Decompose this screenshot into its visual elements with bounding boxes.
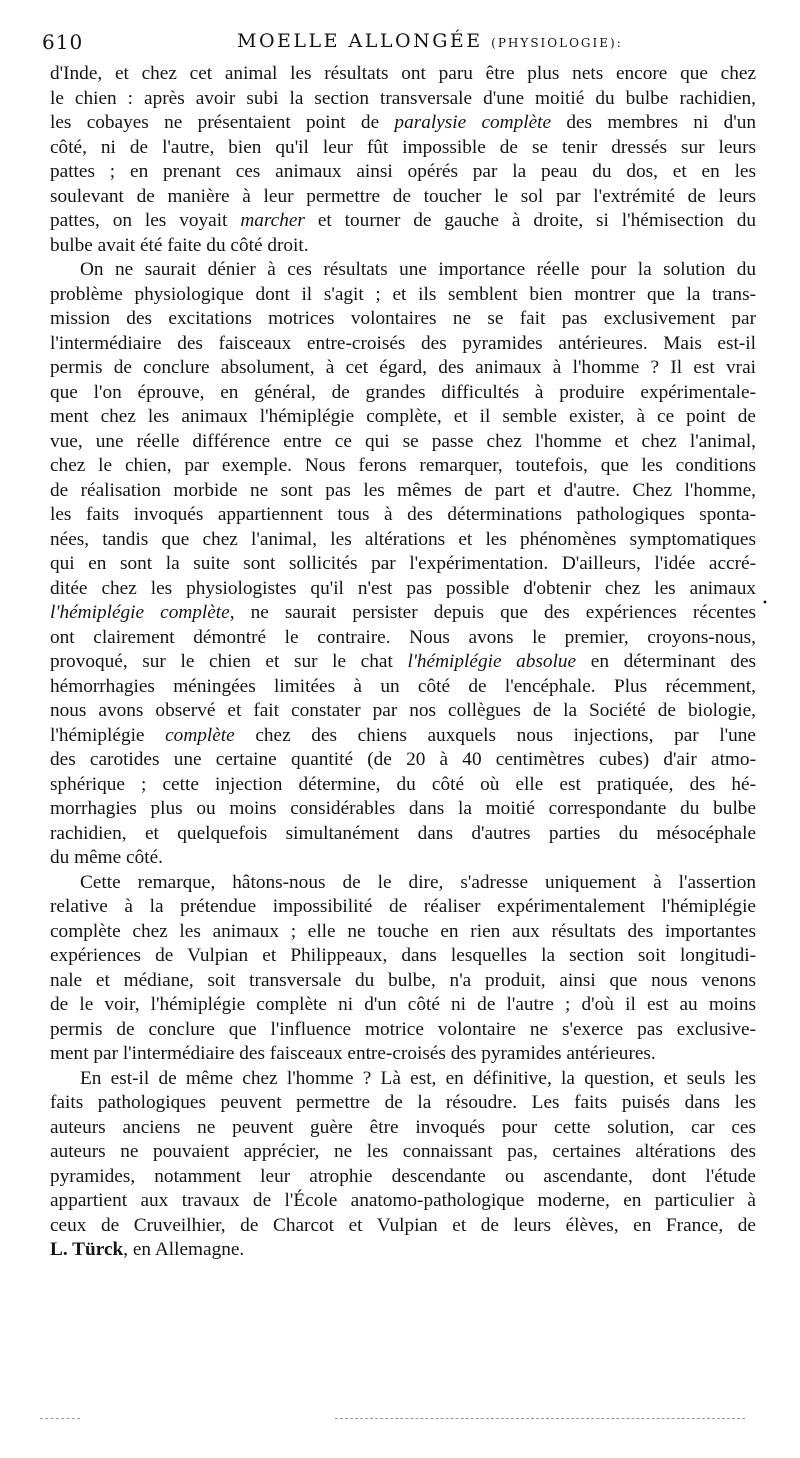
text-line: nale et médiane, soit transversale du bulbe, n'a produit, ainsi que nous venons — [50, 969, 756, 991]
text-line: mission des excitations motrices volontaires ne se fait pas exclusivement par — [50, 308, 756, 329]
line-text: pattes, on les voyait — [50, 210, 241, 231]
text-line: nous avons observé et fait constater par nos collègues de la Société de biologie, — [50, 700, 756, 721]
text-line: permis de conclure absolument, à cet égard, des animaux à l'homme ? Il est vrai — [50, 357, 756, 378]
text-line: problème physiologique dont il s'agit ; et ils semblent bien montrer que la trans- — [50, 283, 756, 305]
paragraph — [50, 871, 756, 1067]
text-line: appartient aux travaux de l'École anatomo-pathologique moderne, en particulier à — [50, 1190, 756, 1211]
running-title-main: MOELLE ALLONGÉE — [237, 30, 483, 52]
text-line: expériences de Vulpian et Philippeaux, dans lesquelles la section soit longitudi- — [50, 945, 756, 966]
italic-phrase: paralysie complète — [394, 112, 552, 133]
text-line: du même côté. — [50, 847, 163, 868]
text-line: des carotides une certaine quantité (de 20 à 40 centimètres cubes) d'air atmo- — [50, 749, 756, 770]
text-line: permis de conclure que l'influence motrice volontaire ne s'exerce pas exclusive- — [50, 1018, 756, 1040]
text-line: ont clairement démontré le contraire. Nous avons le premier, croyons-nous, — [50, 626, 756, 648]
text-line: auteurs anciens ne peuvent guère être invoqués pour cette solution, car ces — [50, 1116, 756, 1138]
line-text: , ne saurait persister depuis que des expériences récentes — [229, 602, 756, 623]
line-text: des membres ni d'un — [551, 112, 756, 133]
paragraph — [50, 258, 756, 871]
text-line: sphérique ; cette injection détermine, du côté où elle est pratiquée, des hé- — [50, 773, 756, 795]
text-line: hémorrhagies méningées limitées à un côté de l'encéphale. Plus récemment, — [50, 675, 756, 697]
text-line: de le voir, l'hémiplégie complète ni d'un côté ni de l'autre ; d'où il est au moins — [50, 994, 756, 1015]
text-line: ceux de Cruveilhier, de Charcot et Vulpian et de leurs élèves, en France, de — [50, 1214, 756, 1236]
body-text — [50, 62, 756, 1263]
line-text: chez des chiens auxquels nous injections, par l'une — [234, 724, 756, 746]
text-line: côté, ni de l'autre, bien qu'il leur fût impossible de se tenir dressés sur leurs — [50, 136, 756, 158]
text-line: le chien : après avoir subi la section transversale d'une moitié du bulbe rachidien, — [50, 87, 756, 109]
text-line: ditée chez les physiologistes qu'il n'est pas possible d'obtenir chez les animaux — [50, 577, 756, 599]
text-line: nées, tandis que chez l'animal, les altérations et les phénomènes symptomatiques — [50, 528, 756, 550]
italic-phrase: l'hémiplégie complète — [50, 602, 230, 623]
text-line: faits pathologiques peuvent permettre de la résoudre. Les faits puisés dans les — [50, 1092, 756, 1113]
margin-mark: • — [762, 598, 768, 609]
running-header — [42, 30, 623, 58]
line-text: en déterminant des — [576, 651, 757, 672]
text-line: ment par l'intermédiaire des faisceaux entre-croisés des pyramides antérieures. — [50, 1043, 656, 1064]
text-line: auteurs ne pouvaient apprécier, ne les connaissant pas, certaines altérations des — [50, 1141, 756, 1162]
line-text: l'hémiplégie — [50, 724, 166, 746]
text-line: d'Inde, et chez cet animal les résultats ont paru être plus nets encore que chez — [50, 63, 756, 84]
line-text: provoqué, sur le chien et sur le chat — [50, 651, 408, 672]
text-line: relative à la prétendue impossibilité de réaliser expérimentalement l'hémiplégie — [50, 896, 756, 917]
page-number: 610 — [42, 30, 84, 54]
text-line: que l'on éprouve, en général, de grandes difficultés à produire expérimentale- — [50, 381, 756, 403]
author-name: L. Türck — [50, 1239, 124, 1260]
text-line — [50, 1238, 756, 1263]
running-title — [237, 30, 623, 52]
italic-phrase: complète — [165, 724, 235, 746]
text-line: pattes ; en prenant ces animaux ainsi opérés par la peau du dos, et en les — [50, 161, 756, 182]
italic-phrase: marcher — [240, 210, 305, 231]
text-line: ment chez les animaux l'hémiplégie complète, et il semble exister, à ce point de — [50, 406, 756, 427]
text-line: morrhagies plus ou moins considérables dans la moitié correspondante du bulbe — [50, 798, 756, 819]
text-line: chez le chien, par exemple. Nous ferons remarquer, toutefois, que les conditions — [50, 455, 756, 476]
line-text: les cobayes ne présentaient point de — [50, 112, 395, 133]
text-line: rachidien, et quelquefois simultanément dans d'autres parties du mésocéphale — [50, 822, 756, 844]
running-title-sub: (PHYSIOLOGIE): — [491, 36, 623, 50]
line-text: , en Allemagne. — [123, 1239, 245, 1260]
text-line: pyramides, notamment leur atrophie descendante ou ascendante, dont l'étude — [50, 1165, 756, 1187]
text-line: l'intermédiaire des faisceaux entre-croisés des pyramides antérieures. Mais est-il — [50, 332, 756, 354]
paragraph — [50, 1067, 756, 1263]
text-line: complète chez les animaux ; elle ne touche en rien aux résultats des importantes — [50, 920, 756, 942]
text-line — [50, 724, 756, 749]
text-line: de réalisation morbide ne sont pas les mêmes de part et d'autre. Chez l'homme, — [50, 479, 756, 501]
italic-phrase: l'hémiplégie absolue — [407, 651, 577, 672]
text-line: vue, une réelle différence entre ce qui se passe chez l'homme et chez l'animal, — [50, 430, 756, 452]
text-line: les faits invoqués appartiennent tous à des déterminations pathologiques sponta- — [50, 504, 756, 525]
text-line — [50, 209, 756, 234]
text-line — [50, 650, 756, 675]
text-line — [50, 601, 756, 626]
line-text: et tourner de gauche à droite, si l'hémisection du — [304, 210, 756, 231]
text-line: Cette remarque, hâtons-nous de le dire, s'adresse uniquement à l'assertion — [80, 871, 756, 893]
text-line — [50, 111, 756, 136]
text-line: soulevant de manière à leur permettre de toucher le sol par l'extrémité de leurs — [50, 185, 756, 207]
footer-rule-right — [335, 1418, 745, 1419]
text-line: qui en sont la suite sont sollicités par l'expérimentation. D'ailleurs, l'idée accré- — [50, 553, 756, 574]
footer-rule-left — [40, 1418, 80, 1419]
text-line: bulbe avait été faite du côté droit. — [50, 234, 309, 256]
text-line: On ne saurait dénier à ces résultats une importance réelle pour la solution du — [80, 259, 756, 280]
text-line: En est-il de même chez l'homme ? Là est, en définitive, la question, et seuls les — [80, 1067, 756, 1089]
paragraph — [50, 62, 756, 258]
